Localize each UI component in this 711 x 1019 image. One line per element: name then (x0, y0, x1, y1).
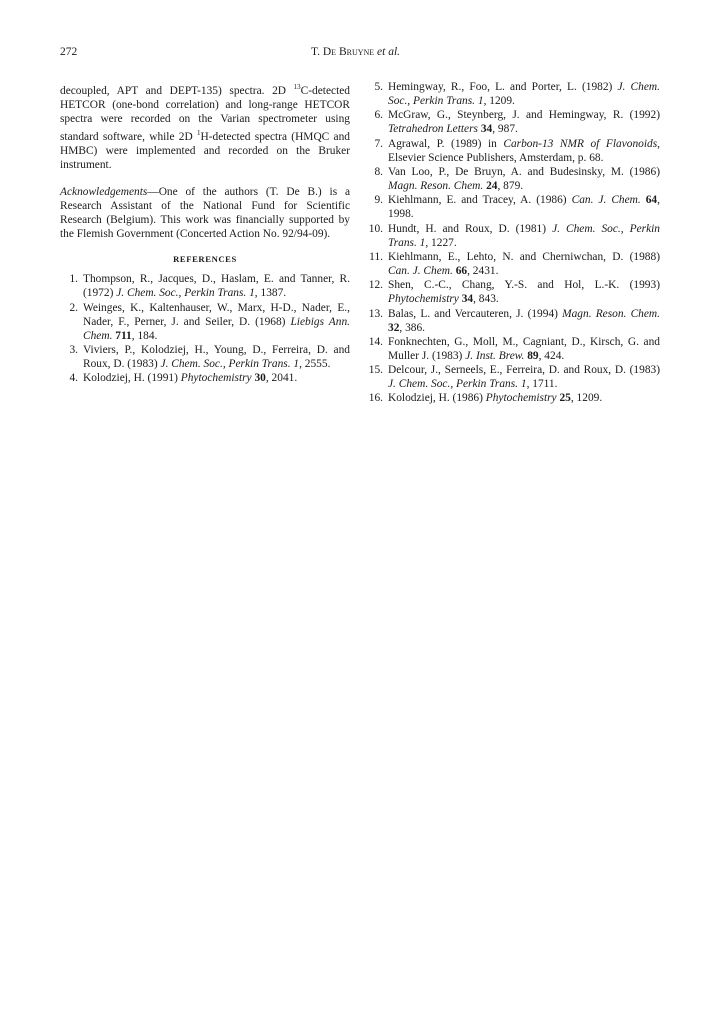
reference-volume: 64 (640, 194, 658, 207)
reference-journal: J. Chem. Soc., Perkin Trans. 1 (160, 358, 300, 371)
reference-authors: Thompson, R., Jacques, D., Haslam, E. and Tanner, R. (1972) (83, 273, 350, 300)
body-text: C-detected HETCOR (one-bond correlation) and long-range HETCOR spectra were recorded on the Varian spectrometer using standard software, while 2D (60, 84, 350, 144)
reference-journal: Liebigs Ann. Chem. (83, 315, 350, 342)
reference-text (388, 250, 660, 278)
reference-volume: 711 (112, 329, 132, 342)
reference-journal: J. Chem. Soc., Perkin Trans. 1 (116, 287, 255, 300)
reference-number: 11. (369, 250, 383, 263)
reference-pages: , 184. (131, 329, 158, 342)
reference-authors: Shen, C.-C., Chang, Y.-S. and Hol, L.-K. (1993) (388, 279, 660, 292)
references-heading: REFERENCES (173, 254, 237, 265)
reference-pages: , 1387. (254, 287, 287, 300)
reference-number: 9. (374, 194, 383, 207)
reference-text (388, 391, 660, 405)
reference-pages: , 879. (497, 180, 524, 193)
reference-item (365, 278, 660, 306)
reference-volume: 34 (458, 293, 474, 306)
reference-text (83, 343, 350, 371)
reference-journal: J. Inst. Brew. (465, 349, 525, 362)
reference-item (365, 80, 660, 108)
references-list-left (60, 272, 350, 385)
reference-authors: Kiehlmann, E., Lehto, N. and Cherniwchan, D. (1988) (388, 250, 660, 263)
acknowledgements-paragraph (60, 185, 350, 242)
reference-authors: Hemingway, R., Foo, L. and Porter, L. (1982) (388, 81, 618, 93)
reference-item (365, 391, 660, 405)
reference-authors: Delcour, J., Serneels, E., Ferreira, D. and Roux, D. (1983) (388, 364, 660, 377)
reference-authors: Kolodziej, H. (1986) (388, 392, 486, 405)
reference-text (83, 301, 350, 343)
reference-volume: 66 (452, 265, 468, 278)
reference-pages: , 1711. (526, 378, 558, 391)
running-header-prefix: T. (310, 46, 323, 58)
reference-item (365, 363, 660, 391)
reference-text (83, 371, 350, 385)
reference-pages: , 1227. (425, 236, 457, 249)
reference-number: 13. (368, 307, 383, 320)
reference-journal: Tetrahedron Letters (388, 123, 478, 136)
reference-authors: Kiehlmann, E. and Tracey, A. (1986) (388, 194, 572, 207)
reference-pages: , 1998. (388, 194, 660, 221)
reference-text (388, 222, 660, 250)
reference-authors: Kolodziej, H. (1991) (83, 372, 181, 385)
reference-item (365, 250, 660, 278)
reference-item (60, 371, 350, 385)
reference-authors: Agrawal, P. (1989) in (388, 137, 504, 150)
reference-pages: , 843. (473, 293, 499, 306)
reference-authors: Hundt, H. and Roux, D. (1981) (388, 222, 553, 235)
reference-pages: , 1209. (483, 95, 515, 108)
reference-pages: , 386. (399, 321, 426, 334)
reference-item (60, 272, 350, 300)
acknowledgements-heading: Acknowledgements (60, 185, 148, 198)
reference-item (60, 301, 350, 343)
reference-pages: , 2431. (467, 265, 499, 278)
reference-journal: Can. J. Chem. (571, 194, 641, 207)
reference-volume: 32 (388, 321, 400, 334)
reference-number: 8. (374, 165, 383, 178)
reference-journal: J. Chem. Soc., Perkin Trans. 1 (388, 378, 527, 391)
reference-number: 12. (368, 279, 383, 292)
reference-journal: Magn. Reson. Chem. (562, 307, 660, 320)
reference-volume: 30 (251, 372, 266, 385)
reference-pages: , 2041. (265, 372, 298, 385)
reference-number: 10. (368, 222, 383, 235)
reference-text (83, 272, 350, 300)
reference-volume: 89 (524, 349, 539, 362)
right-column (365, 80, 660, 406)
reference-text (388, 335, 660, 363)
reference-item (365, 307, 660, 335)
body-text: decoupled, APT and DEPT-135) spectra. 2D (60, 84, 294, 97)
reference-text (388, 278, 660, 306)
reference-text (388, 137, 660, 165)
running-header (0, 46, 711, 58)
reference-authors: Viviers, P., Kolodziej, H., Young, D., Ferreira, D. and Roux, D. (1983) (83, 344, 350, 371)
reference-journal: J. Chem. Soc., Perkin Trans. 1 (388, 81, 660, 108)
reference-pages: , 424. (538, 349, 565, 362)
acknowledgements-text: —One of the authors (T. De B.) is a Research Assistant of the National Fund for Scientific Research (Belgium). This work was financially supported by the Flemish Government (Concerted Action No. 92/94-09). (60, 185, 350, 240)
reference-number: 1. (69, 273, 78, 286)
body-text: H-detected spectra (HMQC and HMBC) were implemented and recorded on the Bruker instrument. (60, 131, 350, 172)
reference-text (388, 165, 660, 193)
reference-item (365, 165, 660, 193)
page-number: 272 (60, 46, 78, 58)
reference-volume: 34 (477, 123, 493, 136)
reference-text (388, 193, 660, 221)
reference-number: 15. (368, 364, 383, 377)
reference-pages: , Elsevier Science Publishers, Amsterdam, p. 68. (388, 137, 660, 164)
reference-item (60, 343, 350, 371)
reference-authors: Balas, L. and Vercauteren, J. (1994) (388, 307, 563, 320)
reference-authors: Weinges, K., Kaltenhauser, W., Marx, H-D., Nader, E., Nader, F., Perner, J. and Seiler, D. (1968) (83, 301, 350, 328)
reference-journal: Phytochemistry (180, 372, 252, 385)
reference-item (365, 335, 660, 363)
reference-volume: 24 (483, 180, 498, 193)
reference-pages: , 2555. (299, 358, 331, 371)
reference-number: 3. (69, 344, 78, 357)
reference-number: 14. (368, 335, 383, 348)
reference-journal: Phytochemistry (485, 392, 557, 405)
left-column (60, 80, 350, 386)
reference-number: 2. (69, 301, 78, 314)
reference-number: 16. (368, 392, 383, 405)
reference-authors: McGraw, G., Steynberg, J. and Hemingway, R. (1992) (388, 109, 660, 122)
reference-pages: , 1209. (570, 392, 603, 405)
references-list-right (365, 80, 660, 406)
reference-text (388, 363, 660, 391)
reference-volume: 25 (556, 392, 571, 405)
reference-journal: Phytochemistry (388, 293, 459, 306)
reference-authors: Van Loo, P., De Bruyn, A. and Budesinsky, M. (1986) (388, 165, 660, 178)
reference-number: 6. (374, 109, 383, 122)
superscript: 13 (293, 83, 301, 91)
running-header-etal: et al. (377, 46, 401, 58)
reference-journal: Can. J. Chem. (388, 265, 453, 278)
reference-journal: Magn. Reson. Chem. (388, 180, 484, 193)
reference-item (365, 137, 660, 165)
superscript: 1 (197, 129, 201, 138)
reference-text (388, 307, 660, 335)
reference-number: 5. (374, 81, 383, 93)
reference-authors: Fonknechten, G., Moll, M., Cagniant, D., Kirsch, G. and Muller J. (1983) (388, 335, 660, 362)
reference-text (388, 80, 660, 108)
reference-number: 7. (374, 137, 383, 150)
reference-journal: Carbon-13 NMR of Flavonoids (503, 137, 658, 150)
reference-pages: , 987. (492, 123, 518, 136)
reference-text (388, 108, 660, 136)
reference-item (365, 193, 660, 221)
reference-journal: J. Chem. Soc., Perkin Trans. 1 (388, 222, 661, 249)
running-header-author: De Bruyne (322, 46, 375, 58)
reference-item (365, 222, 660, 250)
body-paragraph (60, 80, 350, 173)
reference-item (365, 108, 660, 136)
reference-number: 4. (69, 372, 78, 385)
